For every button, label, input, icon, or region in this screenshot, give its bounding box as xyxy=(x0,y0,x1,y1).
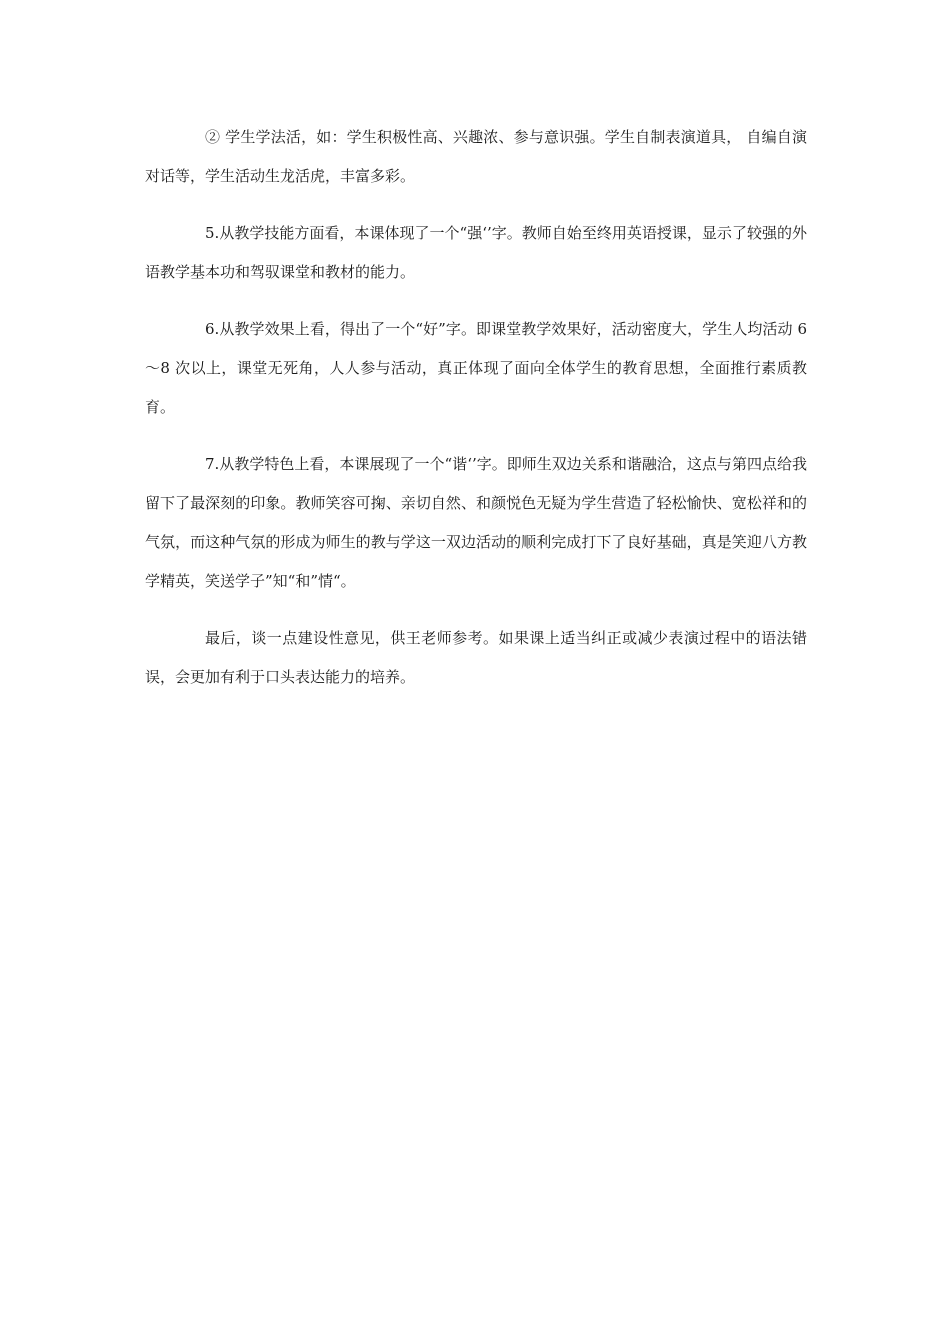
paragraph-teaching-skills: 5.从教学技能方面看，本课体现了一个“强‘’字。教师自始至终用英语授课，显示了较强的外语教学基本功和驾驭课堂和教材的能力。 xyxy=(145,224,807,281)
paragraph-student-methods: ② 学生学法活，如：学生积极性高、兴趣浓、参与意识强。学生自制表演道具， 自编自演对话等，学生活动生龙活虎，丰富多彩。 xyxy=(145,128,807,185)
paragraph-teaching-effect: 6.从教学效果上看，得出了一个“好”字。即课堂教学效果好，活动密度大，学生人均活动 6～8 次以上，课堂无死角，人人参与活动，真正体现了面向全体学生的教育思想，全面推行素质教育。 xyxy=(145,320,807,416)
paragraph-suggestion: 最后，谈一点建设性意见，供王老师参考。如果课上适当纠正或减少表演过程中的语法错误，会更加有利于口头表达能力的培养。 xyxy=(145,629,807,686)
document-body xyxy=(145,118,807,715)
paragraph-teaching-features: 7.从教学特色上看，本课展现了一个“谐‘’字。即师生双边关系和谐融洽，这点与第四点给我留下了最深刻的印象。教师笑容可掬、亲切自然、和颜悦色无疑为学生营造了轻松愉快、宽松祥和的气氛，而这种气氛的形成为师生的教与学这一双边活动的顺利完成打下了良好基础，真是笑迎八方教学精英，笑送学子”知“和”情“。 xyxy=(145,455,807,590)
